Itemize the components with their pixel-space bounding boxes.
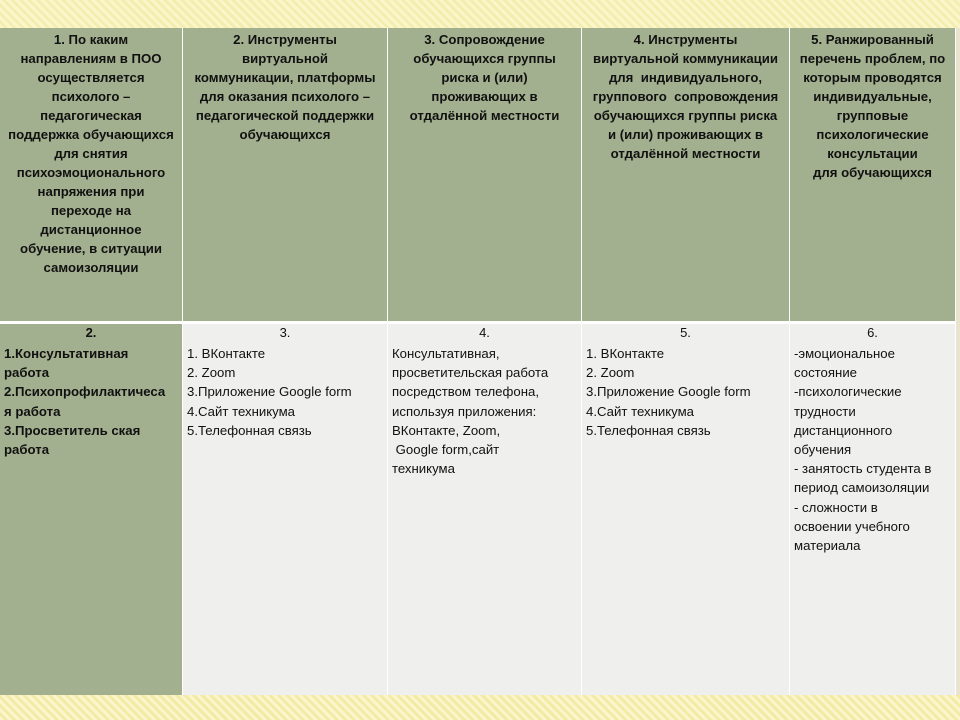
header-1-line: для снятия [54,146,128,161]
header-cell-2 [183,28,388,321]
body-2-line: 4.Сайт техникума [187,403,296,419]
header-cell-5 [790,28,956,321]
column-number: 2. [0,324,183,342]
header-4-line: 4. Инструменты [633,32,738,47]
header-1-line: переходе на [50,203,132,218]
body-1-line: я работа [4,403,61,419]
body-1-line: 2.Психопрофилактичеса [4,384,166,400]
header-2-line: коммуникации, платформы [194,70,376,85]
header-cell-3 [388,28,582,321]
header-3-line: риска и (или) [441,70,528,85]
header-3-line: обучающихся группы [413,51,556,66]
header-5-line: консультации [827,146,918,161]
body-2-line: 2. Zoom [187,365,236,381]
body-2-line: 1. ВКонтакте [187,346,266,361]
header-4-line: обучающихся группы риска [593,108,778,123]
header-cell-4 [582,28,790,321]
body-cell-5 [790,342,956,695]
body-3-line: ВКонтакте, Zoom, [392,422,501,438]
header-5-line: психологические [816,127,929,142]
body-2-line: 3.Приложение Google form [187,384,352,400]
header-2-line: 2. Инструменты [233,32,337,47]
header-3-line: проживающих в [431,89,538,104]
body-5-line: дистанционного [794,422,893,438]
body-3-line: просветительская работа [392,365,549,381]
bottom-decorative-band [0,695,960,720]
header-1-line: психоэмоционального [16,165,166,180]
body-4-line: 3.Приложение Google form [586,384,751,400]
body-3-line: Google form,сайт [392,442,500,458]
header-5-line: перечень проблем, по [799,51,946,66]
header-1-line: обучение, в ситуации [20,241,162,256]
header-4-line: группового сопровождения [592,89,779,104]
body-5-line: трудности [794,403,856,419]
body-3-line: Консультативная, [392,346,500,361]
header-3-line: 3. Сопровождение [424,32,545,47]
body-1-line: 3.Просветитель ская [4,422,141,438]
header-5-line: для обучающихся [813,165,932,180]
header-1-line: осуществляется [37,70,145,85]
header-3-line: отдалённой местности [409,108,560,123]
body-1-line: 1.Консультативная [4,346,129,361]
body-2-line: 5.Телефонная связь [187,422,312,438]
body-cell-4 [582,342,790,695]
body-5-line: -эмоциональное [794,346,895,361]
header-4-line: и (или) проживающих в [607,127,764,142]
header-4-line: виртуальной коммуникации [593,51,778,66]
body-5-line: период самоизоляции [794,480,930,496]
body-5-line: состояние [794,365,858,381]
body-1-line: работа [4,442,50,458]
header-2-line: для оказания психолого – [199,89,371,104]
body-4-line: 5.Телефонная связь [586,422,711,438]
header-1-line: психолого – [51,89,131,104]
body-4-line: 2. Zoom [586,365,635,381]
header-1-line: дистанционное [40,222,142,237]
column-number: 6. [790,324,956,342]
body-3-line: посредством телефона, [392,384,539,400]
body-5-line: материала [794,538,861,554]
header-2-line: педагогической поддержки [195,108,375,123]
body-4-line: 4.Сайт техникума [586,403,695,419]
column-number: 3. [183,324,388,342]
header-4-line: для индивидуального, [608,70,763,85]
body-5-line: - занятость студента в [794,461,932,477]
header-1-line: направлениям в ПОО [20,51,162,66]
header-2-line: виртуальной [242,51,328,66]
right-edge-strip [956,28,960,695]
header-1-line: самоизоляции [43,260,139,275]
body-5-line: обучения [794,442,852,458]
header-5-line: индивидуальные, [813,89,932,104]
body-3-line: техникума [392,461,455,477]
header-4-line: отдалённой местности [610,146,761,161]
body-1-line: работа [4,365,50,381]
header-5-line: 5. Ранжированный [811,32,934,47]
header-1-line: педагогическая [40,108,142,123]
body-5-line: освоении учебного [794,518,910,534]
header-1-line: напряжения при [37,184,145,199]
body-5-line: - сложности в [794,499,878,515]
top-decorative-band [0,0,960,28]
header-5-line: групповые [836,108,909,123]
body-cell-2 [183,342,388,695]
header-5-line: которым проводятся [803,70,942,85]
header-1-line: поддержка обучающихся [8,127,174,142]
header-cell-1 [0,28,183,321]
body-cell-3 [388,342,582,695]
column-number: 5. [582,324,790,342]
body-4-line: 1. ВКонтакте [586,346,665,361]
body-cell-1 [0,342,183,695]
body-3-line: используя приложения: [392,403,537,419]
column-number: 4. [388,324,582,342]
header-1-line: 1. По каким [53,32,129,47]
body-5-line: -психологические [794,384,902,400]
header-2-line: обучающихся [239,127,331,142]
